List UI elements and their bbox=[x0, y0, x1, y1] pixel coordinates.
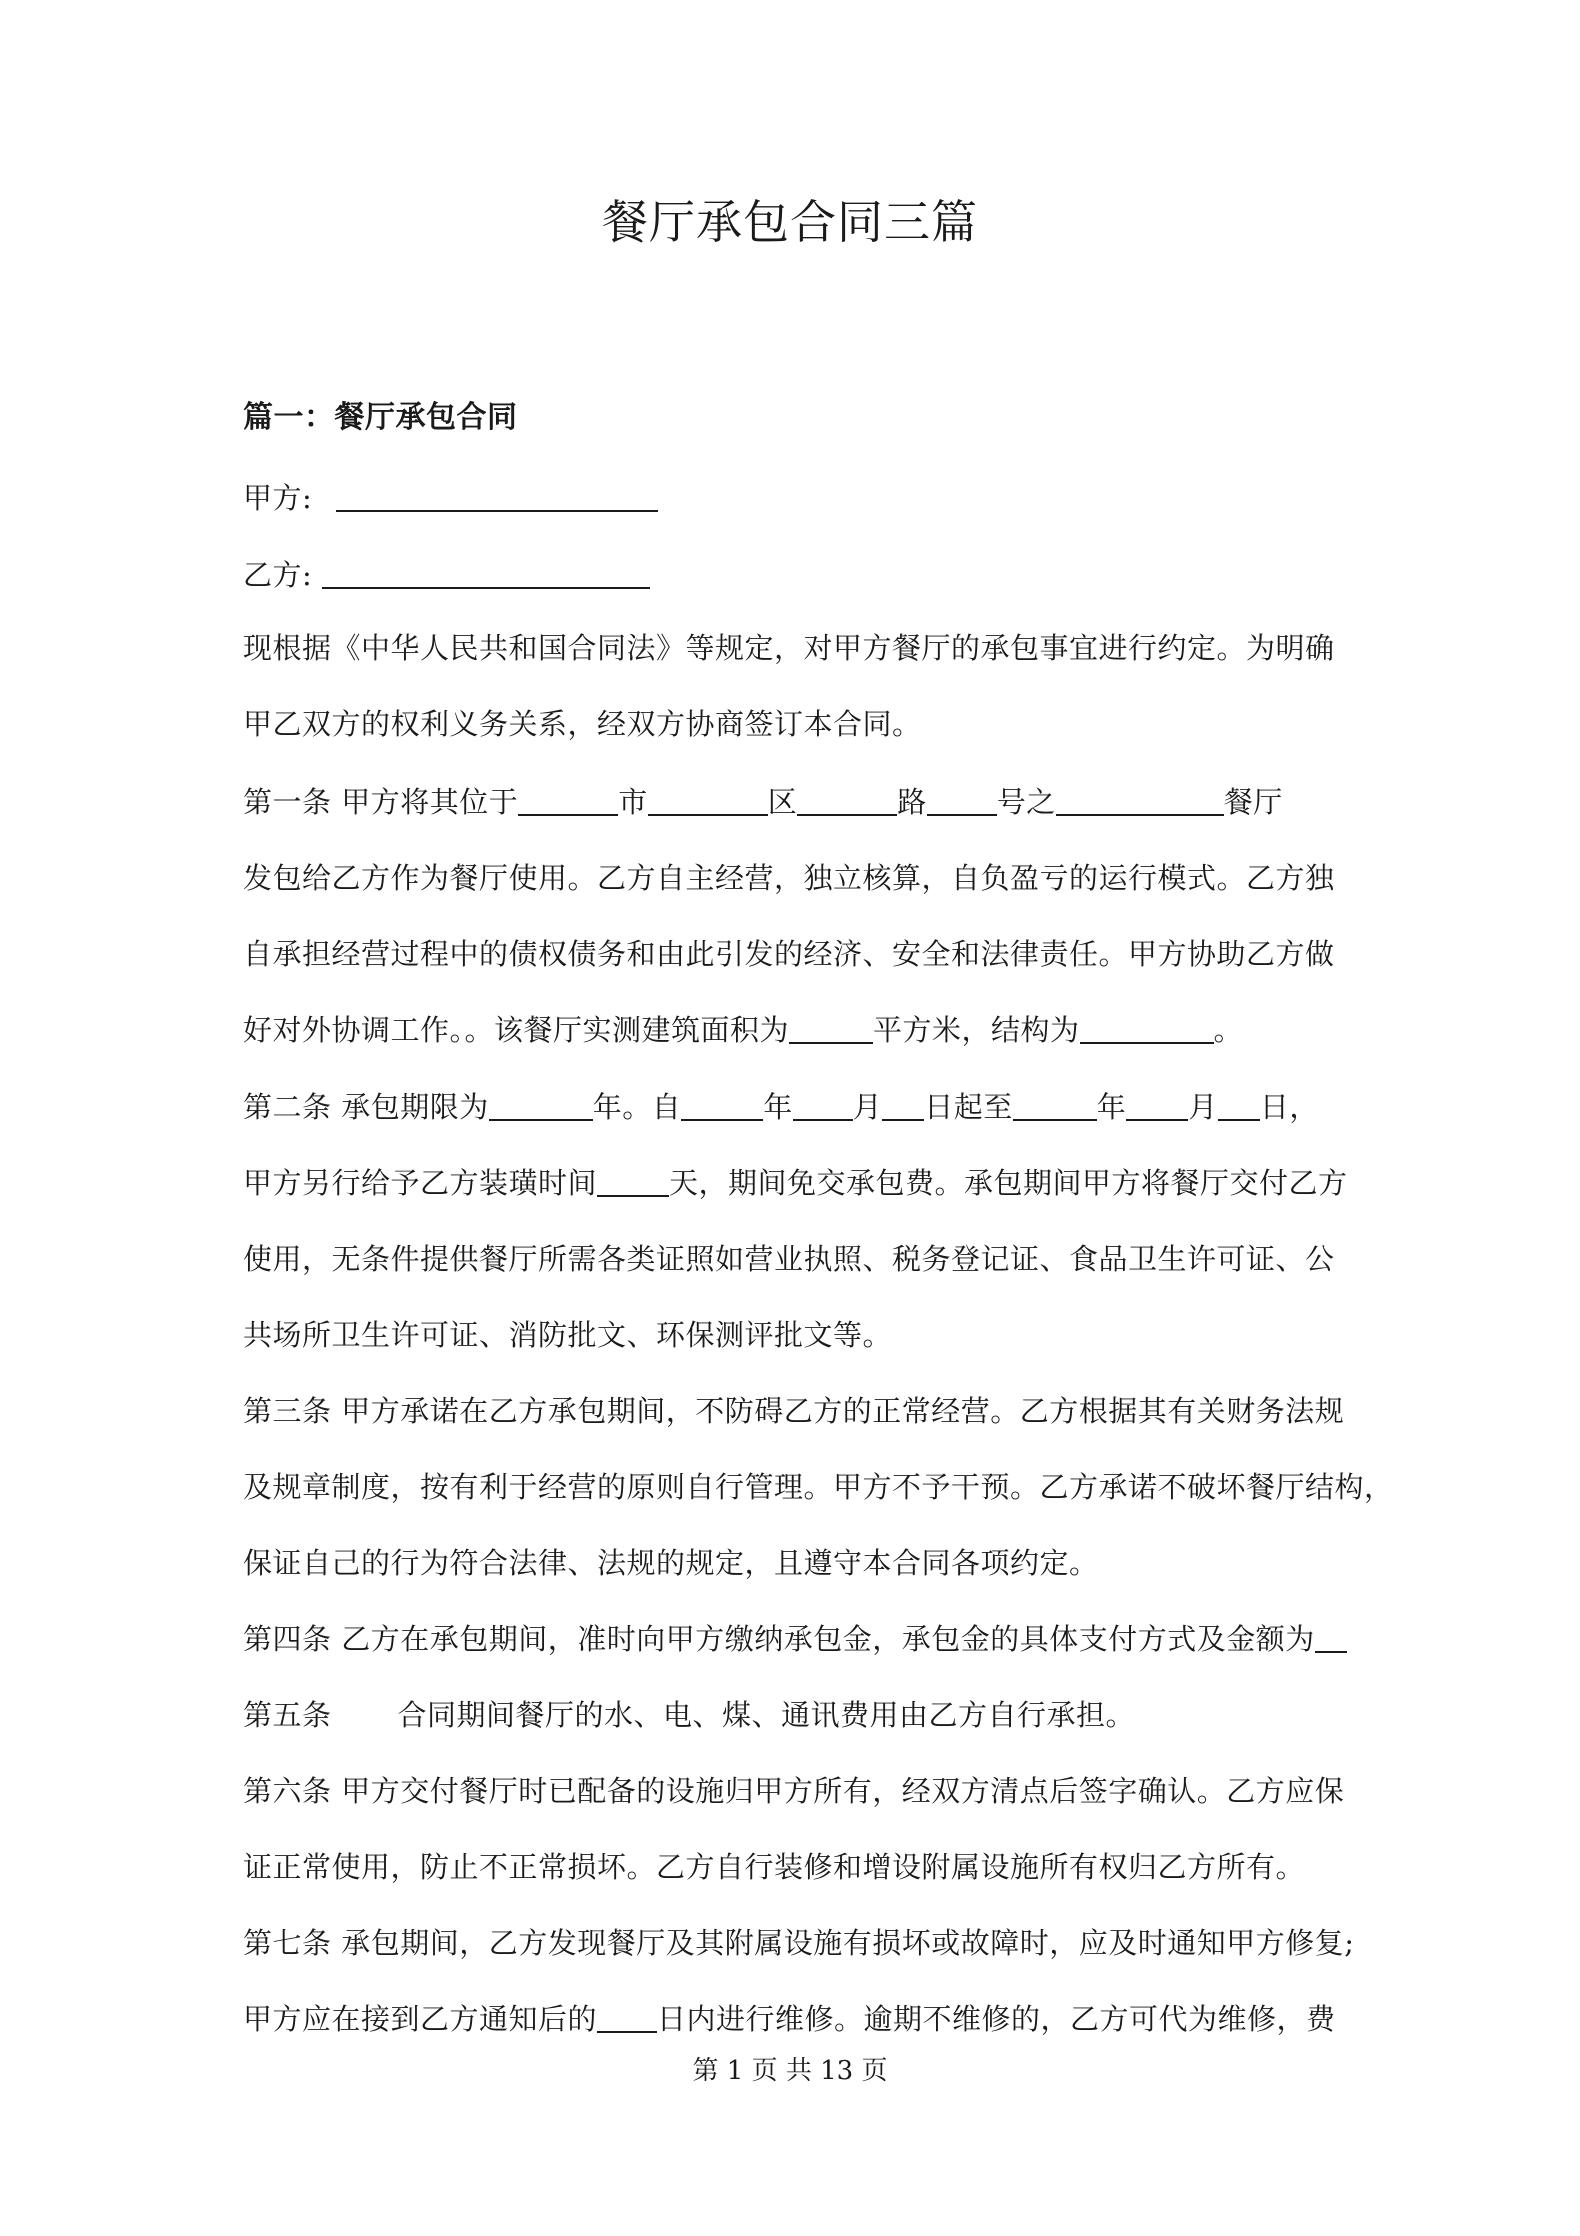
article-1-line-2: 发包给乙方作为餐厅使用。乙方自主经营，独立核算，自负盈亏的运行模式。乙方独 bbox=[243, 861, 1335, 895]
article-6-line-1: 第六条 甲方交付餐厅时已配备的设施归甲方所有，经双方清点后签字确认。乙方应保 bbox=[243, 1774, 1345, 1808]
payment-blank bbox=[1315, 1621, 1347, 1653]
article-3-line-1: 第三条 甲方承诺在乙方承包期间，不防碍乙方的正常经营。乙方根据其有关财务法规 bbox=[243, 1394, 1345, 1428]
article-3-line-3: 保证自己的行为符合法律、法规的规定，且遵守本合同各项约定。 bbox=[243, 1546, 1099, 1580]
article-5-text: 合同期间餐厅的水、电、煤、通讯费用由乙方自行承担。 bbox=[397, 1698, 1136, 1732]
start-month-blank bbox=[793, 1089, 853, 1121]
term-years-blank bbox=[489, 1089, 593, 1121]
article-2-text: 年。自 bbox=[592, 1090, 682, 1124]
repair-days-blank bbox=[597, 2001, 657, 2033]
article-1-text: 好对外协调工作。。该餐厅实测建筑面积为 bbox=[243, 1013, 790, 1047]
article-2-text: 日起至 bbox=[924, 1090, 1013, 1124]
article-6-line-2: 证正常使用，防止不正常损坏。乙方自行装修和增设附属设施所有权归乙方所有。 bbox=[243, 1850, 1306, 1884]
page-footer: 第 1 页 共 13 页 bbox=[692, 2056, 888, 2086]
article-2-line-4: 共场所卫生许可证、消防批文、环保测评批文等。 bbox=[243, 1318, 893, 1352]
city-blank bbox=[518, 784, 618, 816]
article-4-text: 第四条 乙方在承包期间，准时向甲方缴纳承包金，承包金的具体支付方式及金额为 bbox=[243, 1622, 1315, 1656]
intro-line-1: 现根据《中华人民共和国合同法》等规定，对甲方餐厅的承包事宜进行约定。为明确 bbox=[243, 631, 1335, 665]
article-1-line-3: 自承担经营过程中的债权债务和由此引发的经济、安全和法律责任。甲方协助乙方做 bbox=[243, 937, 1335, 971]
end-year-blank bbox=[1013, 1089, 1097, 1121]
end-month-blank bbox=[1126, 1089, 1188, 1121]
start-day-blank bbox=[882, 1089, 924, 1121]
article-2-text: 月 bbox=[1188, 1090, 1218, 1124]
article-2-text: 日， bbox=[1259, 1090, 1319, 1124]
structure-blank bbox=[1080, 1012, 1214, 1044]
article-7-line-2 bbox=[243, 1999, 1336, 2039]
article-1-text: 市 bbox=[618, 785, 648, 819]
road-blank bbox=[797, 784, 897, 816]
document-title: 餐厅承包合同三篇 bbox=[602, 195, 978, 249]
number-blank bbox=[927, 784, 997, 816]
article-1-text: 区 bbox=[767, 785, 798, 819]
party-b-label: 乙方: bbox=[243, 558, 313, 592]
article-2-line-1 bbox=[243, 1087, 1319, 1127]
decoration-days-blank bbox=[597, 1165, 669, 1197]
article-1-line-1 bbox=[243, 782, 1283, 822]
article-2-text: 年 bbox=[1096, 1090, 1127, 1124]
article-2-text: 甲方另行给予乙方装璜时间 bbox=[243, 1166, 598, 1200]
article-1-text: 号之 bbox=[996, 785, 1056, 819]
article-1-text: 餐厅 bbox=[1223, 785, 1283, 819]
article-5-label: 第五条 bbox=[243, 1698, 332, 1732]
article-5-line bbox=[243, 1695, 1135, 1735]
article-7-text: 甲方应在接到乙方通知后的 bbox=[243, 2002, 598, 2036]
area-blank bbox=[789, 1012, 873, 1044]
article-7-line-1: 第七条 承包期间，乙方发现餐厅及其附属设施有损坏或故障时，应及时通知甲方修复; bbox=[243, 1926, 1355, 1960]
party-a-blank bbox=[336, 480, 658, 512]
article-2-text: 天，期间免交承包费。承包期间甲方将餐厅交付乙方 bbox=[669, 1166, 1348, 1200]
restaurant-name-blank bbox=[1056, 784, 1224, 816]
article-2-text: 月 bbox=[852, 1090, 883, 1124]
article-2-line-2 bbox=[243, 1163, 1348, 1203]
section-heading: 篇一：餐厅承包合同 bbox=[243, 400, 518, 435]
party-a-line bbox=[243, 478, 658, 518]
article-2-line-3: 使用，无条件提供餐厅所需各类证照如营业执照、税务登记证、食品卫生许可证、公 bbox=[243, 1242, 1335, 1276]
article-2-text: 第二条 承包期限为 bbox=[243, 1090, 489, 1124]
party-b-blank bbox=[322, 557, 650, 589]
article-1-text: 路 bbox=[897, 785, 927, 819]
article-2-text: 年 bbox=[763, 1090, 793, 1124]
article-1-text: 。 bbox=[1213, 1013, 1244, 1047]
party-a-label: 甲方: bbox=[243, 481, 313, 515]
article-7-text: 日内进行维修。逾期不维修的，乙方可代为维修，费 bbox=[657, 2002, 1336, 2036]
article-1-text: 第一条 甲方将其位于 bbox=[243, 785, 519, 819]
article-1-text: 平方米，结构为 bbox=[873, 1013, 1080, 1047]
start-year-blank bbox=[681, 1089, 763, 1121]
intro-line-2: 甲乙双方的权利义务关系，经双方协商签订本合同。 bbox=[243, 707, 922, 741]
article-3-line-2: 及规章制度，按有利于经营的原则自行管理。甲方不予干预。乙方承诺不破坏餐厅结构， bbox=[243, 1470, 1394, 1504]
end-day-blank bbox=[1218, 1089, 1260, 1121]
party-b-line bbox=[243, 555, 650, 595]
district-blank bbox=[648, 784, 768, 816]
article-4-line bbox=[243, 1619, 1347, 1659]
article-1-line-4 bbox=[243, 1010, 1243, 1050]
